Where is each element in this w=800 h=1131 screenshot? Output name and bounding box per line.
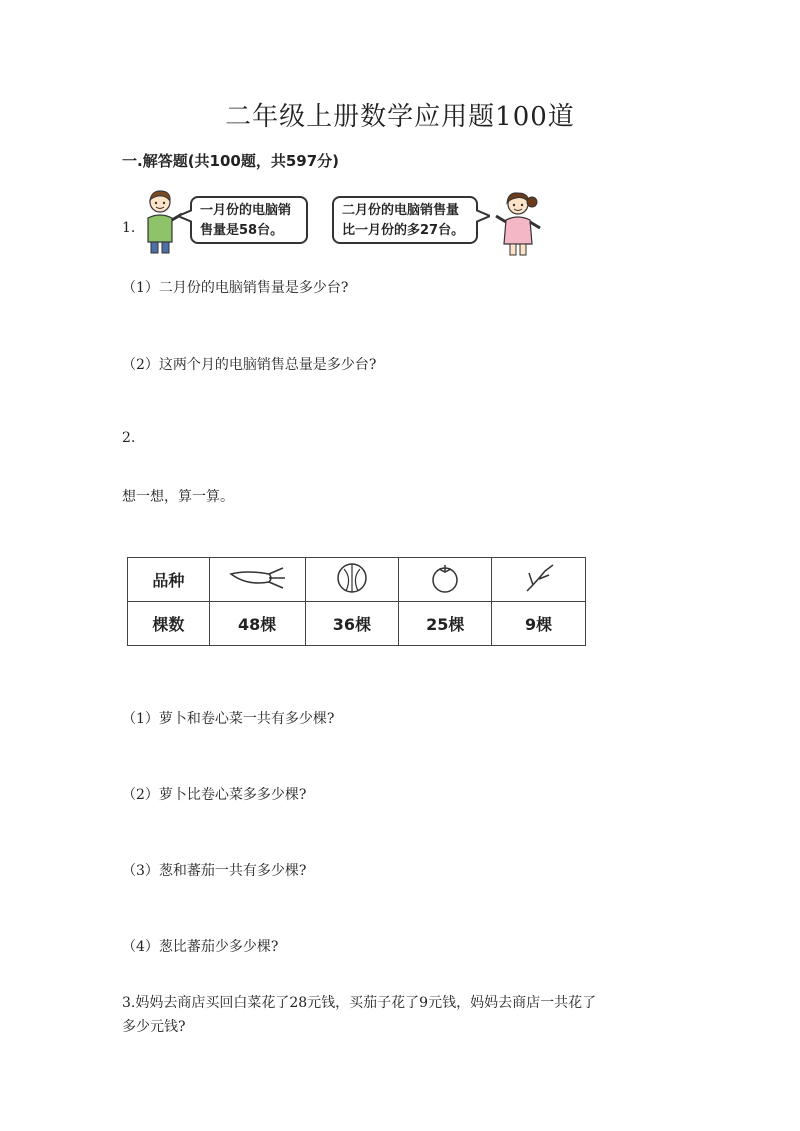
table-cell — [492, 558, 586, 602]
section-heading: 一.解答题(共100题，共597分) — [122, 152, 340, 170]
girl-bubble-line-1: 二月份的电脑销售量 — [342, 203, 460, 218]
table-cell — [305, 558, 399, 602]
girl-icon — [492, 190, 544, 256]
boy-bubble-line-2: 售量是58台。 — [200, 223, 284, 238]
question-2-sub-1: （1）萝卜和卷心菜一共有多少棵? — [122, 711, 335, 727]
question-2-sub-4: （4）葱比蕃茄少多少棵? — [122, 939, 279, 955]
table-row — [128, 558, 586, 602]
table-cell: 9棵 — [492, 602, 586, 646]
girl-bubble-line-2: 比一月份的多27台。 — [342, 223, 465, 238]
girl-speech-bubble — [332, 196, 478, 244]
cabbage-icon — [332, 561, 372, 595]
question-1-sub-1: （1）二月份的电脑销售量是多少台? — [122, 280, 349, 296]
tomato-icon — [425, 561, 465, 595]
girl-bubble-tail — [476, 208, 490, 224]
boy-bubble-tail — [178, 208, 192, 224]
question-2-intro: 想一想，算一算。 — [122, 489, 234, 505]
scallion-icon — [519, 561, 559, 595]
table-cell: 36棵 — [305, 602, 399, 646]
boy-bubble-line-1: 一月份的电脑销 — [200, 203, 292, 218]
question-2-number: 2. — [122, 430, 136, 446]
table-cell: 48棵 — [209, 602, 305, 646]
question-3-line-1: 3.妈妈去商店买回白菜花了28元钱，买茄子花了9元钱，妈妈去商店一共花了 — [122, 995, 597, 1011]
table-cell — [399, 558, 492, 602]
page-title: 二年级上册数学应用题100道 — [225, 102, 575, 132]
question-2-sub-3: （3）葱和蕃茄一共有多少棵? — [122, 863, 307, 879]
boy-speech-bubble — [190, 196, 308, 244]
question-1-sub-2: （2）这两个月的电脑销售总量是多少台? — [122, 357, 377, 373]
question-2-sub-2: （2）萝卜比卷心菜多多少棵? — [122, 787, 307, 803]
question-1-number: 1. — [122, 220, 136, 236]
table-row — [128, 602, 586, 646]
row-label-variety: 品种 — [128, 558, 210, 602]
table-cell — [209, 558, 305, 602]
question-3-line-2: 多少元钱? — [122, 1019, 186, 1035]
row-label-count: 棵数 — [128, 602, 210, 646]
vegetable-table — [127, 557, 586, 646]
carrot-icon — [227, 564, 287, 592]
table-cell: 25棵 — [399, 602, 492, 646]
